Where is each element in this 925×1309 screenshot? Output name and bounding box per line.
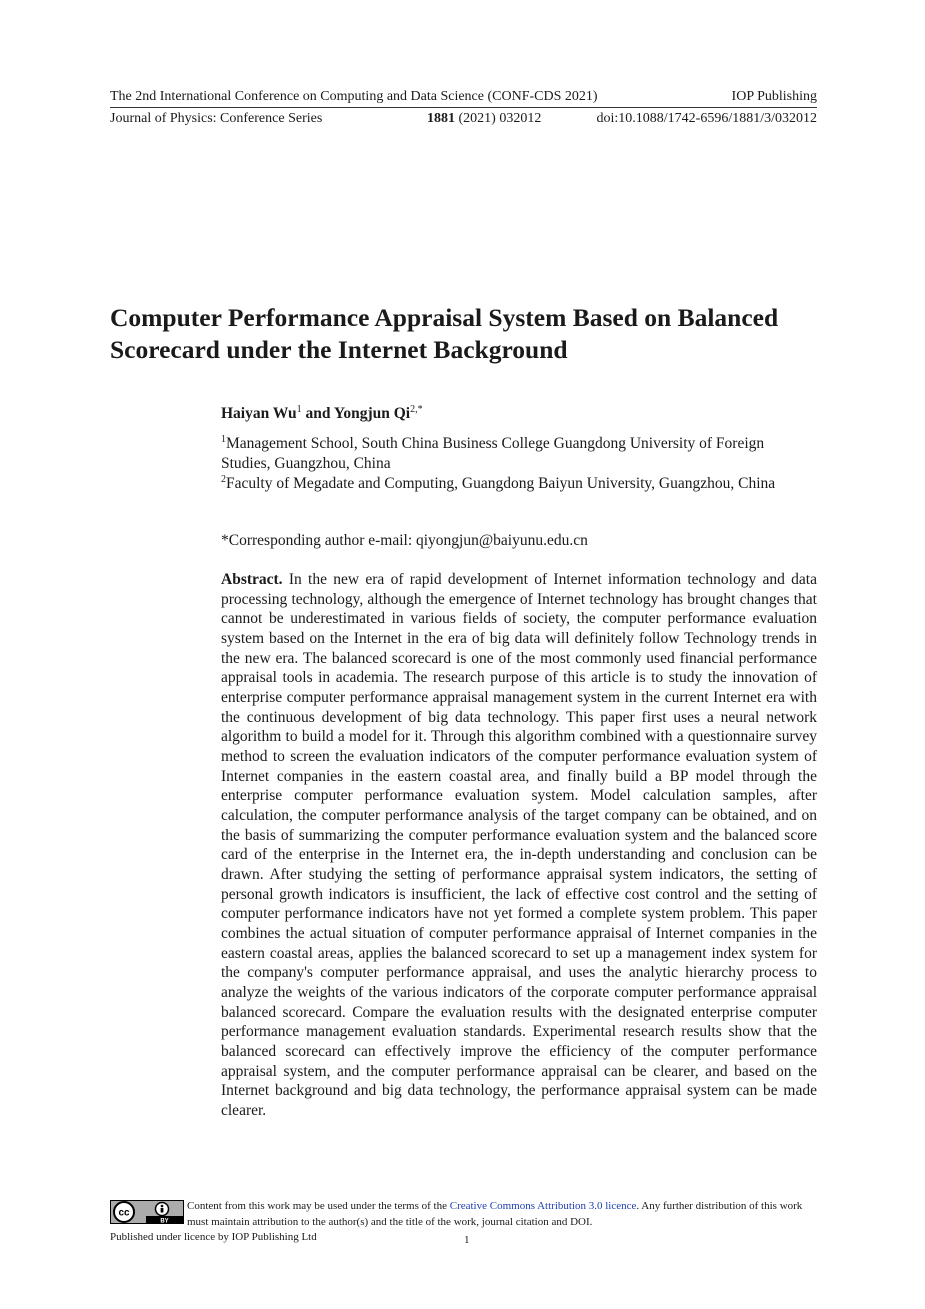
author-1: Haiyan Wu xyxy=(221,405,297,422)
author-2: Yongjun Qi xyxy=(333,405,411,422)
abstract-text: In the new era of rapid development of Internet information technology and data processing technology, although the emergence of Internet technology has brought changes that cannot be underestimated in various fields of society, the computer performance evaluation system based on the Internet in the era of big data will definitely follow Technology trends in the new era. The balanced scorecard is one of the most commonly used financial performance appraisal tools in academia. The research purpose of this article is to study the innovation of enterprise computer performance appraisal management system in the current Internet era with the continuous development of big data technology. This paper first uses a neural network algorithm to build a model for it. Through this algorithm combined with a questionnaire survey method to screen the evaluation indicators of the computer performance evaluation system of Internet companies in the eastern coastal area, and finally build a BP model through the enterprise computer performance evaluation system. Model calculation samples, after calculation, the computer performance analysis of the target company can be obtained, and on the basis of summarizing the computer performance evaluation system and the balanced score card of the enterprise in the Internet era, the in-depth understanding and conclusion can be drawn. After studying the setting of performance appraisal system indicators, the setting of personal growth indicators is insufficient, the lack of effective cost control and the setting of computer performance indicators have not yet formed a complete system problem. This paper combines the actual situation of computer performance appraisal of Internet companies in the eastern coastal areas, applies the balanced scorecard to set up a management index system for the company's computer performance appraisal, and uses the analytic hierarchy process to analyze the weights of the various indicators of the corporate computer performance appraisal balanced scorecard. Compare the evaluation results with the designated enterprise computer performance management evaluation standards. Experimental research results show that the balanced scorecard can effectively improve the efficiency of the computer performance appraisal system, and the computer performance appraisal can be clearer, and based on the Internet background and big data technology, the performance appraisal system can be made clearer. xyxy=(221,571,817,1120)
volume-number: 1881 xyxy=(427,111,455,126)
corresponding-author: *Corresponding author e-mail: qiyongjun@baiyunu.edu.cn xyxy=(221,532,588,549)
year-article: (2021) 032012 xyxy=(458,111,542,126)
author-list xyxy=(221,405,423,423)
license-text-pre: Content from this work may be used under the terms of the xyxy=(187,1200,450,1212)
author-separator: and xyxy=(301,405,334,422)
citation xyxy=(427,111,541,127)
by-label: BY xyxy=(160,1218,169,1224)
published-under-licence: Published under licence by IOP Publishing Ltd xyxy=(110,1231,317,1243)
paper-title xyxy=(110,302,830,366)
series-name: Journal of Physics: Conference Series xyxy=(110,111,323,126)
creative-commons-by-icon xyxy=(110,1200,184,1224)
running-header-top xyxy=(110,89,817,108)
affiliation-2-mark: 2 xyxy=(221,473,226,485)
publisher-name: IOP Publishing xyxy=(731,89,817,104)
affiliation-1-text: Management School, South China Business College Guangdong University of Foreign Studies, Guangzhou, China xyxy=(221,435,765,472)
affiliations xyxy=(221,434,817,493)
license-notice xyxy=(187,1199,817,1230)
affiliation-1 xyxy=(221,434,817,474)
conference-name: The 2nd International Conference on Computing and Data Science (CONF-CDS 2021) xyxy=(110,89,598,104)
license-text-post: . Any further distribution of this work must maintain attribution to the author(s) and the title of the work, journal citation and DOI. xyxy=(187,1200,803,1228)
title-line-1: Computer Performance Appraisal System Based on Balanced xyxy=(110,303,779,332)
running-header-bottom xyxy=(110,111,817,129)
affiliation-2-text: Faculty of Megadate and Computing, Guangdong Baiyun University, Guangzhou, China xyxy=(226,474,776,492)
title-line-2: Scorecard under the Internet Background xyxy=(110,335,568,364)
doi: doi:10.1088/1742-6596/1881/3/032012 xyxy=(596,111,817,126)
abstract xyxy=(221,570,817,1121)
license-link[interactable]: Creative Commons Attribution 3.0 licence xyxy=(449,1200,637,1212)
cc-label: cc xyxy=(118,1207,130,1219)
abstract-label: Abstract. xyxy=(221,571,283,588)
affiliation-1-mark: 1 xyxy=(221,433,226,445)
affiliation-2 xyxy=(221,474,817,494)
author-2-affiliation-mark: 2,* xyxy=(410,403,423,415)
page-number: 1 xyxy=(464,1234,470,1246)
author-1-affiliation-mark: 1 xyxy=(296,403,302,415)
